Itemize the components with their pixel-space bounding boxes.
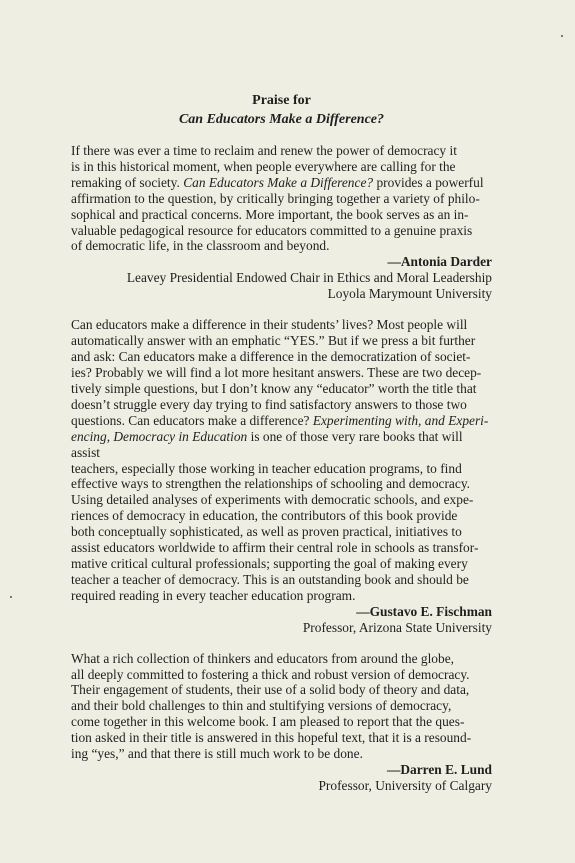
author-name: —Antonia Darder bbox=[387, 254, 492, 270]
quote-text-segment: provides a powerful affirmation to the question, by critically bringing together a variety of philo- sophical and practical concerns. More important, the book serves as an in- valuable pedagogical resource for educators committed to a genuine praxis of democratic life, in the classroom and beyond. bbox=[71, 174, 484, 254]
quote-block bbox=[71, 651, 492, 794]
heading-line-1: Praise for bbox=[252, 93, 311, 108]
quote-text bbox=[71, 651, 492, 762]
author-affiliation: Professor, University of Calgary bbox=[318, 778, 492, 793]
quote-block bbox=[71, 317, 492, 635]
speck-mark bbox=[561, 35, 563, 37]
quote-italic-title: Can Educators Make a Difference? bbox=[183, 174, 374, 190]
quote-block bbox=[71, 143, 492, 302]
quotes-list bbox=[71, 143, 492, 794]
page-heading bbox=[71, 91, 492, 129]
attribution bbox=[71, 762, 492, 794]
attribution bbox=[71, 254, 492, 302]
attribution bbox=[71, 604, 492, 636]
praise-page bbox=[71, 91, 492, 809]
author-affiliation: Loyola Marymount University bbox=[327, 286, 492, 302]
quote-text-segment: If there was ever a time to reclaim and renew the power of democracy it is in this historical moment, when people everywhere are calling for the remaking of society. bbox=[71, 143, 457, 190]
quote-text bbox=[71, 317, 492, 603]
quote-italic-title: Experimenting with, and Experi- encing, Democracy in Education bbox=[71, 412, 489, 444]
author-name: —Darren E. Lund bbox=[386, 762, 492, 777]
author-affiliation: Leavey Presidential Endowed Chair in Ethics and Moral Leadership bbox=[126, 270, 492, 286]
quote-text bbox=[71, 143, 492, 254]
quote-text-segment: What a rich collection of thinkers and educators from around the globe, all deeply committed to fostering a thick and robust version of democracy. Their engagement of students, their use of a solid body of theory and data, and their bold challenges to thin and stultifying versions of democracy, come together in this welcome book. I am pleased to report that the ques- tion asked in their title is answered in this hopeful text, that it is a resound- ing “yes,” and that there is still much work to be done. bbox=[71, 650, 472, 762]
author-affiliation: Professor, Arizona State University bbox=[302, 619, 492, 635]
book-title: Can Educators Make a Difference? bbox=[178, 112, 385, 127]
quote-text-segment: is one of those very rare books that will assist teachers, especially those working in teacher education programs, to find effective ways to strengthen the relationships of schooling and democracy. Using detailed analyses of experiments with democratic schools, and expe- riences of democracy in education, the contributors of this book provide both conceptually sophisticated, as well as proven practical, initiatives to assist educators worldwide to affirm their central role in schools as transfor- mative critical cultural professionals; supporting the goal of making every teacher a teacher of democracy. This is an outstanding book and should be required reading in every teacher education program. bbox=[71, 428, 479, 603]
speck-mark bbox=[10, 596, 12, 598]
quote-text-segment: Can educators make a difference in their students’ lives? Most people will automatically answer with an emphatic “YES.” But if we press a bit further and ask: Can educators make a difference in the democratization of societ- ies? Probably we will find a lot more hesitant answers. These are two decep- tively simple questions, but I don’t know any “educator” worth the title that doesn’t struggle every day trying to find satisfactory answers to those two questions. Can educators make a difference? bbox=[71, 317, 482, 428]
author-name: —Gustavo E. Fischman bbox=[356, 603, 492, 619]
